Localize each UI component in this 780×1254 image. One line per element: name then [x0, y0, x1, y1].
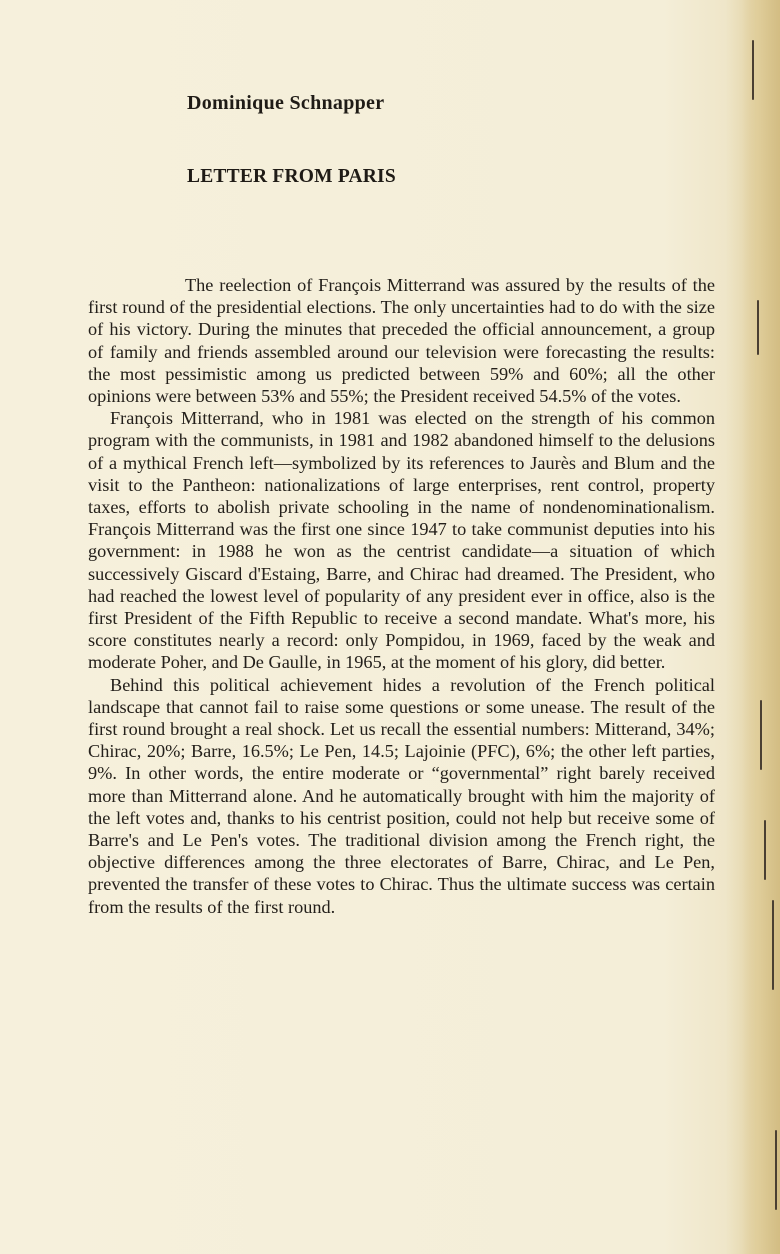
page-edge-mark	[764, 820, 766, 880]
page-edge-shadow	[742, 0, 780, 1254]
page-edge-mark	[760, 700, 762, 770]
author-name: Dominique Schnapper	[187, 92, 385, 114]
paragraph: The reelection of François Mitterrand was assured by the results of the first round of the presidential elections. The only uncertainties had to do with the size of his victory. During the minutes that preceded the official announcement, a group of family and friends assembled around our television were forecasting the results: the most pessimistic among us predicted between 59% and 60%; all the other opinions were between 53% and 55%; the President received 54.5% of the votes.	[88, 275, 715, 407]
paragraph: Behind this political achievement hides a revolution of the French political landscape that cannot fail to raise some questions or some unease. The result of the first round brought a real shock. Let us recall the essential numbers: Mitterand, 34%; Chirac, 20%; Barre, 16.5%; Le Pen, 14.5; Lajoinie (PFC), 6%; the other left parties, 9%. In other words, the entire moderate or “governmental” right barely received more than Mitterrand alone. And he automatically brought with him the majority of the left votes and, thanks to his centrist position, could not help but receive some of Barre's and Le Pen's votes. The traditional division among the French right, the objective differences among the three electorates of Barre, Chirac, and Le Pen, prevented the transfer of these votes to Chirac. Thus the ultimate success was certain from the results of the first round.	[88, 674, 715, 917]
page-edge-mark	[757, 300, 759, 355]
article-body	[88, 274, 715, 918]
page-edge-mark	[772, 900, 774, 990]
article-title: LETTER FROM PARIS	[187, 166, 396, 187]
paragraph: François Mitterrand, who in 1981 was elected on the strength of his common program with the communists, in 1981 and 1982 abandoned himself to the delusions of a mythical French left—symbolized by its references to Jaurès and Blum and the visit to the Pantheon: nationalizations of large enterprises, rent control, property taxes, efforts to abolish private schooling in the name of nondenominationalism. François Mitterrand was the first one since 1947 to take communist deputies into his government: in 1988 he won as the centrist candidate—a situation of which successively Giscard d'Estaing, Barre, and Chirac had dreamed. The President, who had reached the lowest level of popularity of any president ever in office, also is the first President of the Fifth Republic to receive a second mandate. What's more, his score constitutes nearly a record: only Pompidou, in 1969, faced by the weak and moderate Poher, and De Gaulle, in 1965, at the moment of his glory, did better.	[88, 408, 715, 673]
page-edge-mark	[752, 40, 754, 100]
page-edge-mark	[775, 1130, 777, 1210]
